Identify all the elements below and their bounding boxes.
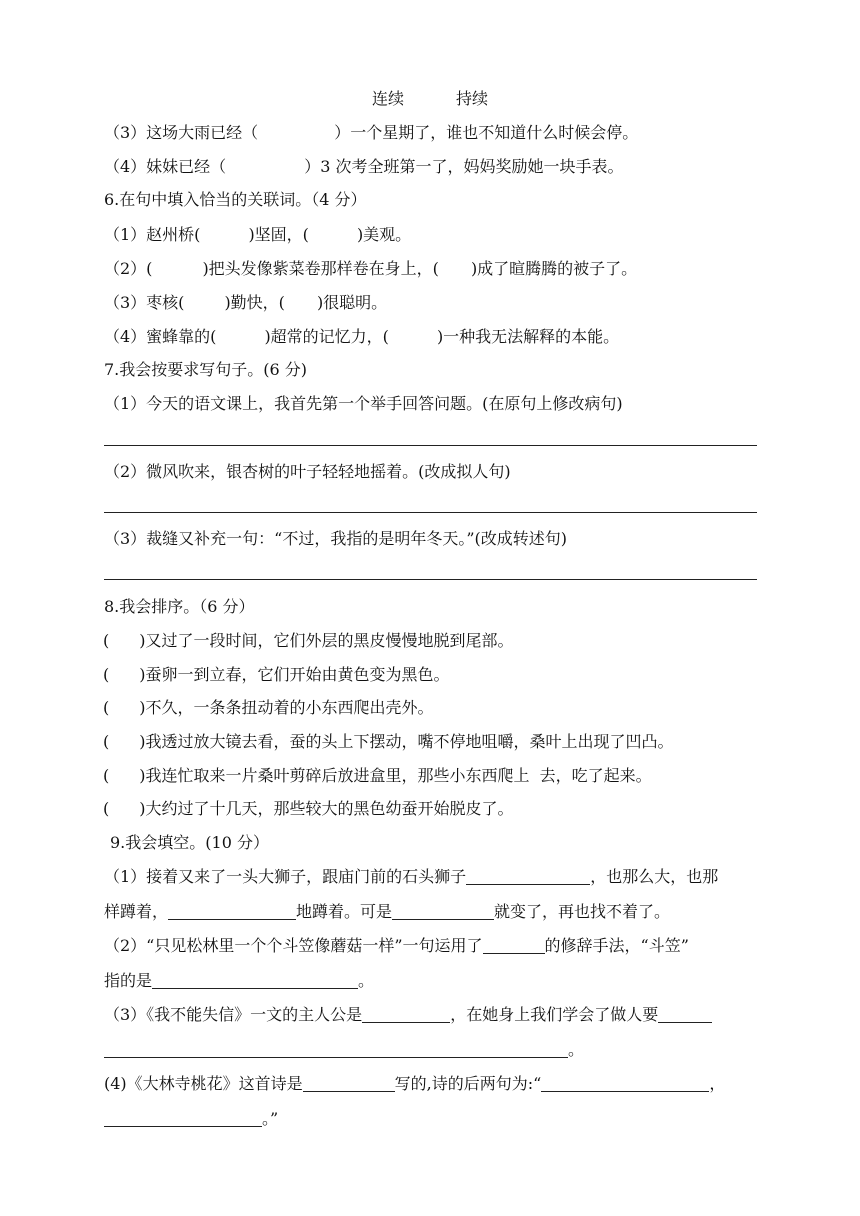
q8-item-6 <box>103 798 514 820</box>
q8-item-2-text: 蚕卵一到立春，它们开始由黄色变为黑色。 <box>145 665 450 684</box>
q8-title: 8.我会排序。（6 分） <box>104 597 255 616</box>
q7-sentence-3: （3）裁缝又补充一句：“不过，我指的是明年冬天。”(改成转述句) <box>104 529 568 548</box>
q8-item-5 <box>103 765 652 787</box>
q9-s1-blank-2[interactable] <box>168 903 296 920</box>
q9-s2-text-d: 。 <box>358 971 375 990</box>
q9-s3-line-2 <box>104 1039 584 1061</box>
q8-item-6-paren-open: ( <box>103 799 110 818</box>
q6-s1-text-c: )美观。 <box>356 225 412 244</box>
q9-s4-text-a: (4)《大林寺桃花》这首诗是 <box>104 1074 303 1093</box>
q8-item-1-paren-close: ) <box>139 631 146 650</box>
q9-s3-text-c: 。 <box>568 1040 585 1059</box>
q8-item-2-paren-open: ( <box>103 665 110 684</box>
q9-s2-text-c: 指的是 <box>104 971 153 990</box>
q6-s3-text-a: （3）枣核( <box>104 293 185 312</box>
q8-item-3-paren-open: ( <box>103 698 110 717</box>
q5-s4-text-b: ）3 次考全班第一了，妈妈奖励她一块手表。 <box>304 157 624 176</box>
q6-s2-text-c: )成了暄腾腾的被子了。 <box>470 259 638 278</box>
q8-item-1 <box>103 630 514 652</box>
q6-sentence-4 <box>104 326 619 348</box>
q8-item-4-text: 我透过放大镜去看，蚕的头上下摆动，嘴不停地咀嚼，桑叶上出现了凹凸。 <box>145 732 674 751</box>
q8-item-6-text: 大约过了十几天，那些较大的黑色幼蚕开始脱皮了。 <box>145 799 514 818</box>
q9-s1-text-b: ，也那么大，也那 <box>590 867 719 886</box>
q5-s4-text-a: （4）妹妹已经（ <box>104 157 227 176</box>
q9-s2-line-2 <box>104 970 374 992</box>
q9-s1-text-a: （1）接着又来了一头大狮子，跟庙门前的石头狮子 <box>104 867 467 886</box>
q7-sentence-2: （2）微风吹来，银杏树的叶子轻轻地摇着。(改成拟人句) <box>104 462 511 481</box>
q6-sentence-3 <box>104 292 387 314</box>
word-choice-pair <box>372 88 488 110</box>
word-option-1: 连续 <box>372 89 405 108</box>
q8-item-5-text: 我连忙取来一片桑叶剪碎后放进盒里，那些小东西爬上 去，吃了起来。 <box>145 766 652 785</box>
q8-item-5-paren-open: ( <box>103 766 110 785</box>
q6-s2-text-b: )把头发像紫菜卷那样卷在身上，( <box>202 259 439 278</box>
q9-s1-text-c: 样蹲着， <box>104 902 169 921</box>
q9-s4-blank-3[interactable] <box>104 1110 262 1127</box>
q9-s4-text-b: 写的,诗的后两句为:“ <box>394 1074 542 1093</box>
q6-s2-text-a: （2）( <box>104 259 153 278</box>
q9-s4-line-2 <box>104 1108 278 1130</box>
q8-item-2 <box>103 664 450 686</box>
q6-s4-text-a: （4）蜜蜂靠的( <box>104 327 217 346</box>
q7-title: 7.我会按要求写句子。(6 分) <box>104 360 308 379</box>
q5-sentence-4 <box>104 156 623 178</box>
q9-s1-line-1 <box>104 866 718 888</box>
q5-s3-text-b: ）一个星期了，谁也不知道什么时候会停。 <box>334 123 639 142</box>
q9-s2-text-a: （2）“只见松林里一个个斗笠像蘑菇一样”一句运用了 <box>104 936 483 955</box>
q9-s1-text-e: 就变了，再也找不着了。 <box>494 902 671 921</box>
q6-s3-text-b: )勤快，( <box>224 293 285 312</box>
q9-title: 9.我会填空。(10 分） <box>110 833 269 852</box>
q9-s3-blank-2[interactable] <box>658 1006 712 1023</box>
q7-answer-line-2[interactable] <box>104 512 757 513</box>
q9-s3-text-b: ，在她身上我们学会了做人要 <box>450 1005 659 1024</box>
q9-s1-blank-1[interactable] <box>466 868 590 885</box>
q6-sentence-1 <box>104 224 411 246</box>
word-option-2: 持续 <box>456 89 489 108</box>
q9-s2-blank-1[interactable] <box>483 937 545 954</box>
q9-s2-text-b: 的修辞手法，“斗笠” <box>544 936 689 955</box>
q7-sentence-1: （1）今天的语文课上，我首先第一个举手回答问题。(在原句上修改病句) <box>104 394 623 413</box>
q6-title: 6.在句中填入恰当的关联词。（4 分） <box>104 190 367 209</box>
q9-s3-line-1 <box>104 1004 712 1026</box>
q9-s4-line-1 <box>104 1073 725 1095</box>
q7-answer-line-1[interactable] <box>104 445 757 446</box>
q6-s3-text-c: )很聪明。 <box>316 293 388 312</box>
q8-item-3-paren-close: ) <box>139 698 146 717</box>
q8-item-3 <box>103 697 434 719</box>
q6-s1-text-b: )坚固，( <box>248 225 309 244</box>
q9-s1-line-2 <box>104 901 670 923</box>
q9-s4-blank-2[interactable] <box>541 1075 709 1092</box>
q8-item-3-text: 不久，一条条扭动着的小东西爬出壳外。 <box>145 698 434 717</box>
q8-item-1-text: 又过了一段时间，它们外层的黑皮慢慢地脱到尾部。 <box>145 631 514 650</box>
q6-s1-text-a: （1）赵州桥( <box>104 225 201 244</box>
q9-s1-blank-3[interactable] <box>392 903 494 920</box>
q8-item-4-paren-close: ) <box>139 732 146 751</box>
q6-s4-text-c: )一种我无法解释的本能。 <box>436 327 620 346</box>
q9-s3-text-a: （3）《我不能失信》一文的主人公是 <box>104 1005 363 1024</box>
q9-s3-blank-3[interactable] <box>104 1041 568 1058</box>
q9-s1-text-d: 地蹲着。可是 <box>296 902 393 921</box>
q8-item-6-paren-close: ) <box>139 799 146 818</box>
q9-s4-text-d: 。” <box>262 1109 279 1128</box>
q9-s2-line-1 <box>104 935 689 957</box>
q5-s3-text-a: （3）这场大雨已经（ <box>104 123 259 142</box>
q8-item-2-paren-close: ) <box>139 665 146 684</box>
q9-s4-blank-1[interactable] <box>303 1075 395 1092</box>
q8-item-5-paren-close: ) <box>139 766 146 785</box>
q6-sentence-2 <box>104 258 637 280</box>
q6-s4-text-b: )超常的记忆力，( <box>264 327 389 346</box>
q9-s4-text-c: ， <box>709 1074 726 1093</box>
q7-answer-line-3[interactable] <box>104 579 757 580</box>
q8-item-4-paren-open: ( <box>103 732 110 751</box>
q8-item-4 <box>103 731 674 753</box>
q8-item-1-paren-open: ( <box>103 631 110 650</box>
q5-sentence-3 <box>104 122 638 144</box>
q9-s2-blank-2[interactable] <box>152 972 358 989</box>
q9-s3-blank-1[interactable] <box>362 1006 450 1023</box>
